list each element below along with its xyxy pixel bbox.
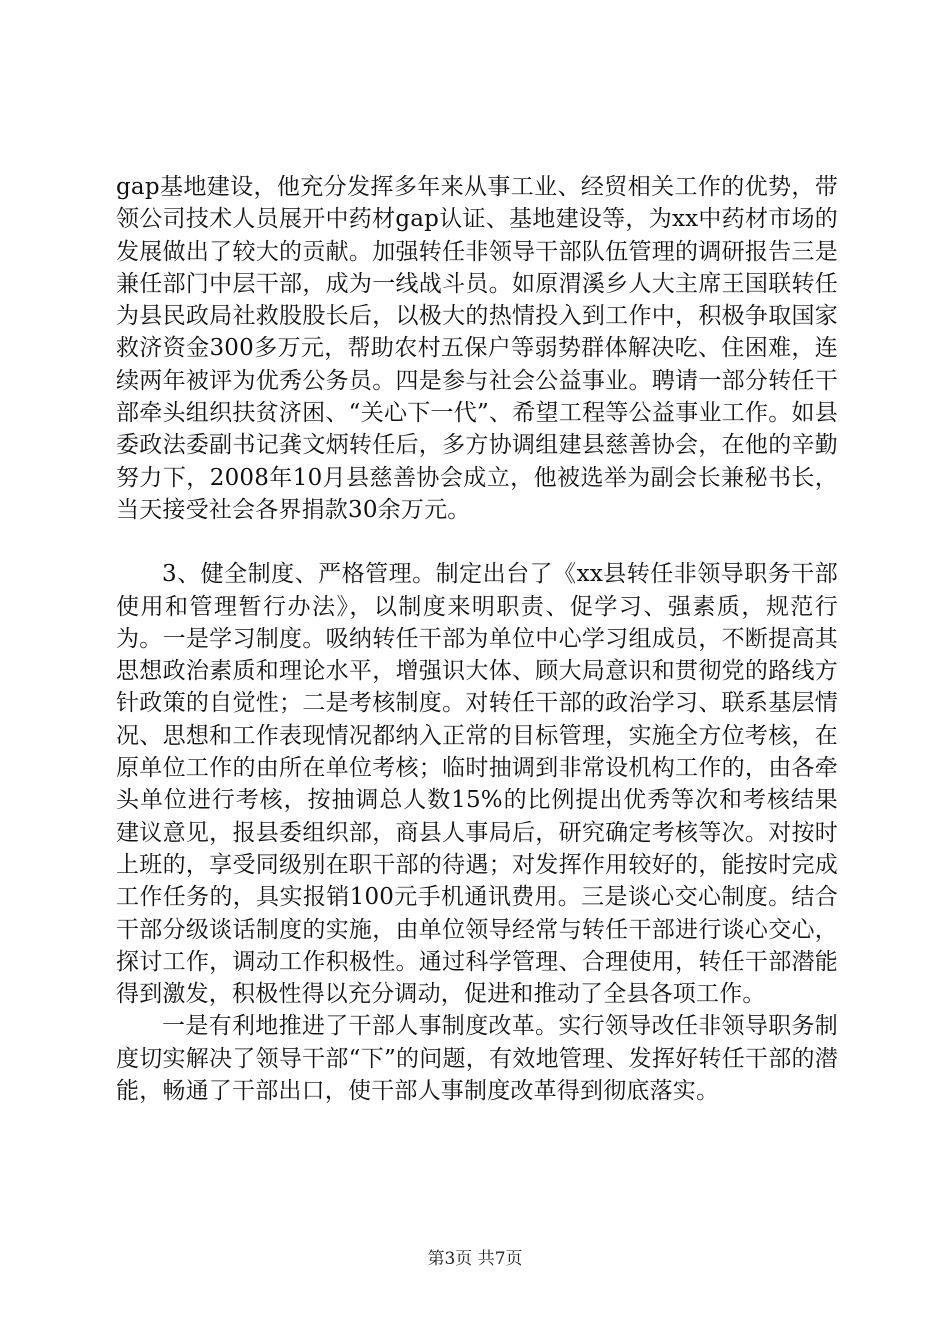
page-footer: 第3页 共7页	[427, 1249, 523, 1269]
paragraph-continuation: gap基地建设，他充分发挥多年来从事工业、经贸相关工作的优势，带领公司技术人员展开中药材gap认证、基地建设等，为xx中药材市场的发展做出了较大的贡献。加强转任非领导干部队伍管理的调研报告三是兼任部门中层干部，成为一线战斗员。如原渭溪乡人大主席王国联转任为县民政局社救股股长后，以极大的热情投入到工作中，积极争取国家救济资金300多万元，帮助农村五保户等弱势群体解决吃、住困难，连续两年被评为优秀公务员。四是参与社会公益事业。聘请一部分转任干部牵头组织扶贫济困、“关心下一代”、希望工程等公益事业工作。如县委政法委副书记龚文炳转任后，多方协调组建县慈善协会，在他的辛勤努力下，2008年10月县慈善协会成立，他被选举为副会长兼秘书长，当天接受社会各界捐款30余万元。	[116, 174, 838, 523]
paragraph-spacer	[116, 526, 838, 558]
paragraph-reform: 一是有利地推进了干部人事制度改革。实行领导改任非领导职务制度切实解决了领导干部“下”的问题，有效地管理、发挥好转任干部的潜能，畅通了干部出口，使干部人事制度改革得到彻底落实。	[116, 1013, 838, 1105]
document-body	[116, 171, 838, 1107]
paragraph-section-3: 3、健全制度、严格管理。制定出台了《xx县转任非领导职务干部使用和管理暂行办法》，以制度来明职责、促学习、强素质，规范行为。一是学习制度。吸纳转任干部为单位中心学习组成员，不断提高其思想政治素质和理论水平，增强识大体、顾大局意识和贯彻党的路线方针政策的自觉性；二是考核制度。对转任干部的政治学习、联系基层情况、思想和工作表现情况都纳入正常的目标管理，实施全方位考核，在原单位工作的由所在单位考核；临时抽调到非常设机构工作的，由各牵头单位进行考核，按抽调总人数15%的比例提出优秀等次和考核结果建议意见，报县委组织部，商县人事局后，研究确定考核等次。对按时上班的，享受同级别在职干部的待遇；对发挥作用较好的，能按时完成工作任务的，具实报销100元手机通讯费用。三是谈心交心制度。结合干部分级谈话制度的实施，由单位领导经常与转任干部进行谈心交心，探讨工作，调动工作积极性。通过科学管理、合理使用，转任干部潜能得到激发，积极性得以充分调动，促进和推动了全县各项工作。	[116, 561, 838, 1008]
